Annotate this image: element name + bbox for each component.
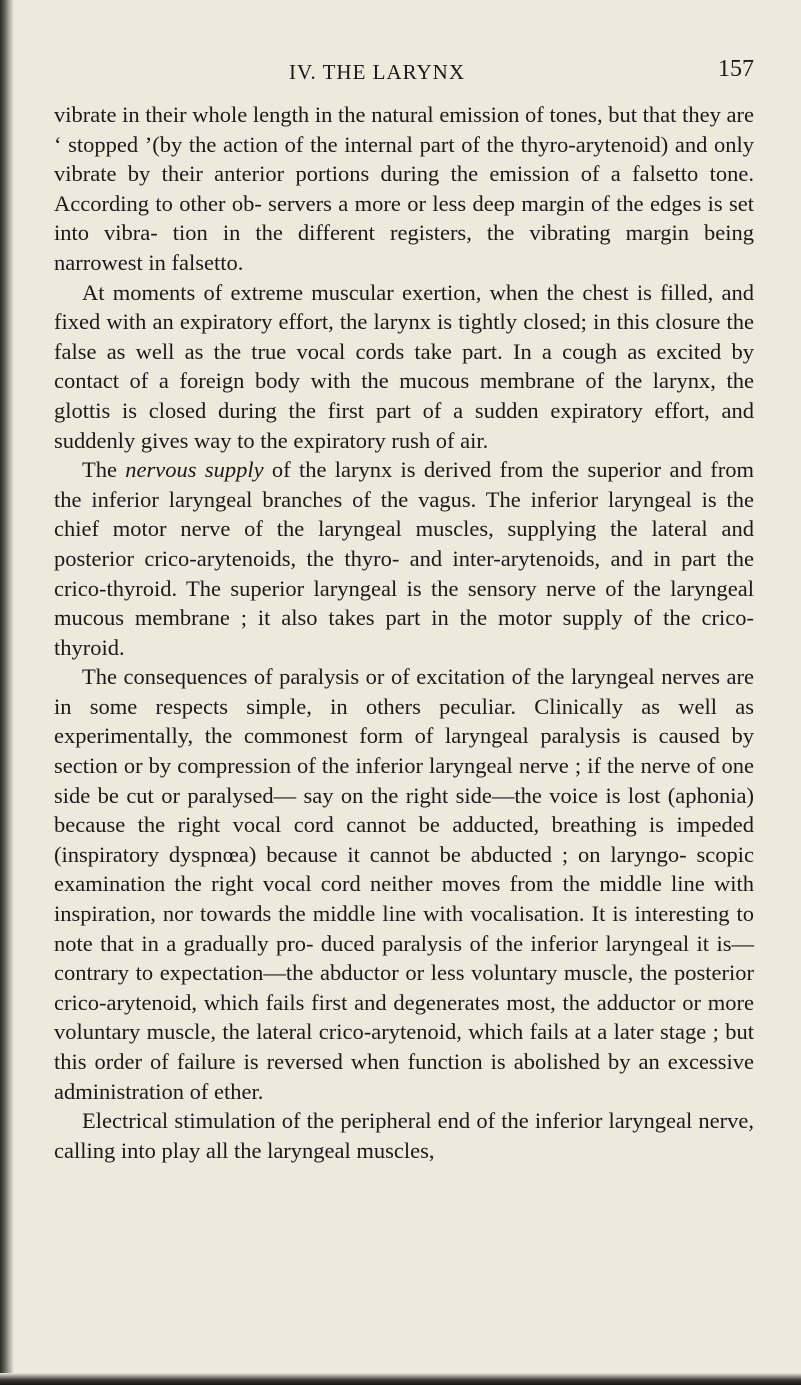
page-bottom-edge: [0, 1373, 801, 1385]
paragraph-1: vibrate in their whole length in the natural emission of tones, but that they are ‘ stopped ’(by the action of the internal part of the thyro-arytenoid) and only vibrate by their anterior portions during the emission of a falsetto tone. According to other ob- servers a more or less deep margin of the edges is set into vibra- tion in the different registers, the vibrating margin being narrowest in falsetto.: [54, 102, 754, 275]
paragraph-4: The consequences of paralysis or of excitation of the laryngeal nerves are in some respects simple, in others peculiar. Clinically as well as experimentally, the commonest form of laryngeal paralysis is caused by section or by compression of the inferior laryngeal nerve ; if the nerve of one side be cut or paralysed— say on the right side—the voice is lost (aphonia) because the right vocal cord cannot be adducted, breathing is impeded (inspiratory dyspnœa) because it cannot be abducted ; on laryngo- scopic examination the right vocal cord neither moves from the middle line with inspiration, nor towards the middle line with vocalisation. It is interesting to note that in a gradually pro- duced paralysis of the inferior laryngeal it is—contrary to expectation—the abductor or less voluntary muscle, the posterior crico-arytenoid, which fails first and degenerates most, the adductor or more voluntary muscle, the lateral crico-arytenoid, which fails at a later stage ; but this order of failure is reversed when function is abolished by an excessive administration of ether.: [54, 664, 754, 1104]
page-binding-shadow: [0, 0, 14, 1385]
page-number: 157: [718, 56, 754, 82]
paragraph-2: At moments of extreme muscular exertion, when the chest is filled, and fixed with an expiratory effort, the larynx is tightly closed; in this closure the false as well as the true vocal cords take part. In a cough as excited by contact of a foreign body with the mucous membrane of the larynx, the glottis is closed during the first part of a sudden expiratory effort, and suddenly gives way to the expiratory rush of air.: [54, 279, 754, 453]
page-header: [54, 56, 774, 90]
nervous-supply-term: nervous supply: [125, 457, 264, 483]
paragraph-3-rest: of the larynx is derived from the superior and from the inferior laryngeal branches of the vagus. The inferior laryngeal is the chief motor nerve of the laryngeal muscles, supplying the lateral and posterior crico-arytenoids, the thyro- and inter-arytenoids, and in part the crico-thyroid. The superior laryngeal is the sensory nerve of the laryngeal mucous membrane ; it also takes part in the motor supply of the crico- thyroid.: [54, 457, 755, 660]
paragraph-3-lead: The: [82, 457, 126, 483]
running-head: IV. THE LARYNX: [289, 60, 465, 84]
body-text: [54, 100, 754, 1165]
paragraph-3: [54, 455, 754, 662]
paragraph-5: Electrical stimulation of the peripheral end of the inferior laryngeal nerve, calling into play all the laryngeal muscles,: [54, 1108, 754, 1163]
